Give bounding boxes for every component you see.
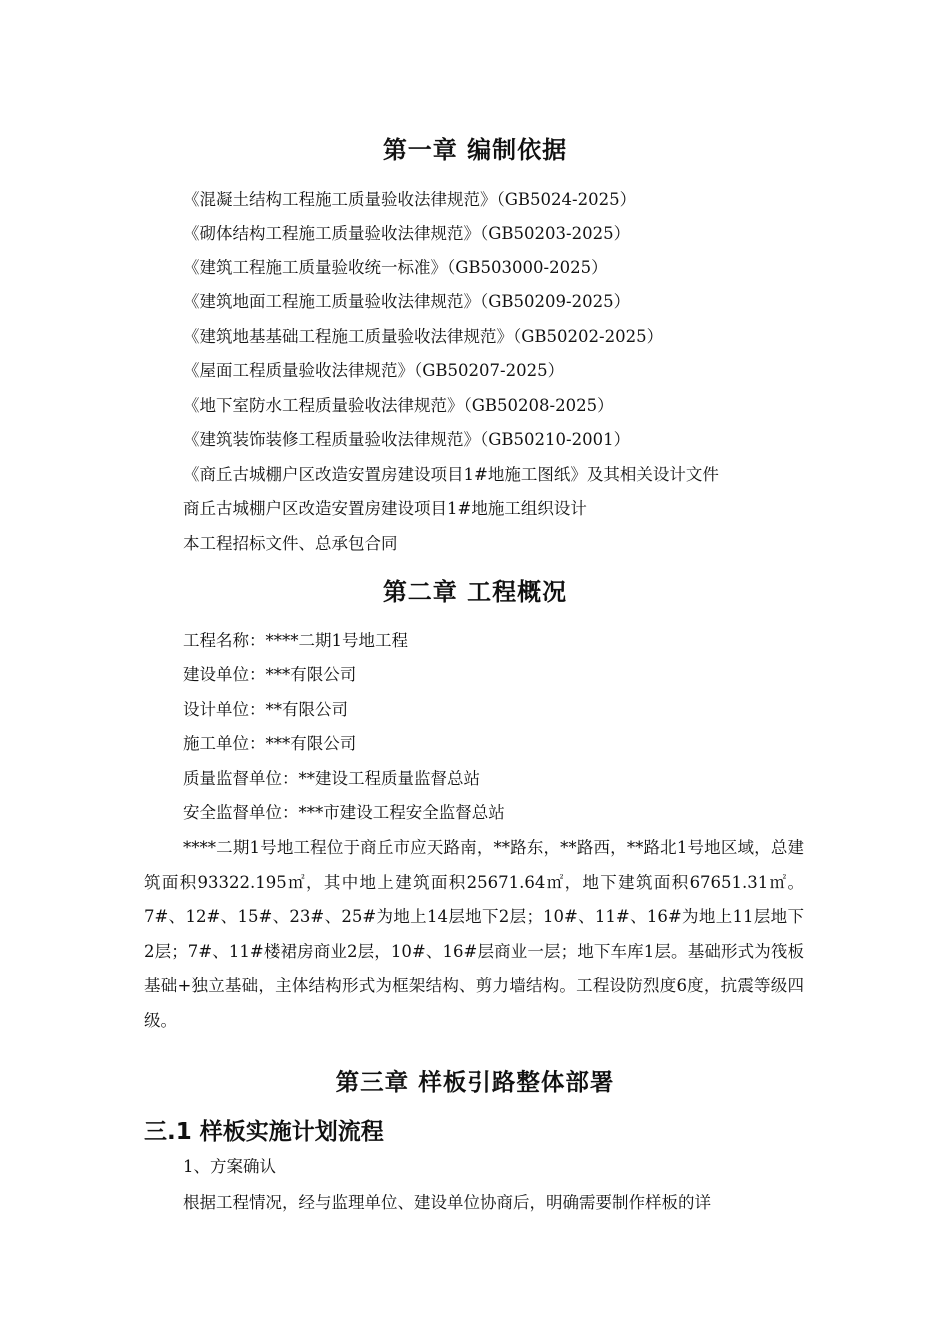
reference-item: 《建筑地基基础工程施工质量验收法律规范》（GB50202-2025）	[183, 327, 664, 346]
reference-item: 《地下室防水工程质量验收法律规范》（GB50208-2025）	[183, 396, 614, 415]
chapter-3-title: 第三章 样板引路整体部署	[335, 1068, 615, 1096]
project-info-item: 质量监督单位：**建设工程质量监督总站	[183, 769, 480, 788]
project-info-item: 设计单位：**有限公司	[183, 700, 348, 719]
reference-item: 《建筑工程施工质量验收统一标准》（GB503000-2025）	[183, 258, 608, 277]
reference-item: 《砌体结构工程施工质量验收法律规范》（GB50203-2025）	[183, 224, 631, 243]
chapter-2-title: 第二章 工程概况	[382, 578, 568, 606]
step-label: 1、方案确认	[183, 1157, 276, 1176]
reference-item: 《建筑装饰装修工程质量验收法律规范》（GB50210-2001）	[183, 430, 631, 449]
project-info-item: 安全监督单位：***市建设工程安全监督总站	[183, 803, 505, 822]
project-info-item: 工程名称：****二期1号地工程	[183, 631, 408, 650]
section-3-1-title: 三.1 样板实施计划流程	[144, 1119, 384, 1145]
project-info-item: 建设单位：***有限公司	[183, 665, 357, 684]
plan-paragraph: 根据工程情况，经与监理单位、建设单位协商后，明确需要制作样板的详	[183, 1193, 711, 1212]
project-overview-paragraph: ****二期1号地工程位于商丘市应天路南，**路东，**路西，**路北1号地区域，总建筑面积93322.195㎡，其中地上建筑面积25671.64㎡，地下建筑面积67651.31㎡。7#、12#、15#、23#、25#为地上14层地下2层；10#、11#、16#为地上11层地下2层；7#、11#楼裙房商业2层，10#、16#层商业一层；地下车库1层。基础形式为筏板基础+独立基础，主体结构形式为框架结构、剪力墙结构。工程设防烈度6度，抗震等级四级。	[144, 838, 804, 1030]
reference-item: 《建筑地面工程施工质量验收法律规范》（GB50209-2025）	[183, 292, 631, 311]
reference-item: 《商丘古城棚户区改造安置房建设项目1#地施工图纸》及其相关设计文件	[183, 465, 719, 484]
chapter-1-title: 第一章 编制依据	[382, 136, 568, 164]
reference-item: 《混凝土结构工程施工质量验收法律规范》（GB5024-2025）	[183, 190, 637, 209]
reference-item: 本工程招标文件、总承包合同	[183, 534, 398, 553]
project-info-item: 施工单位：***有限公司	[183, 734, 357, 753]
reference-item: 《屋面工程质量验收法律规范》（GB50207-2025）	[183, 361, 565, 380]
reference-item: 商丘古城棚户区改造安置房建设项目1#地施工组织设计	[183, 499, 587, 518]
